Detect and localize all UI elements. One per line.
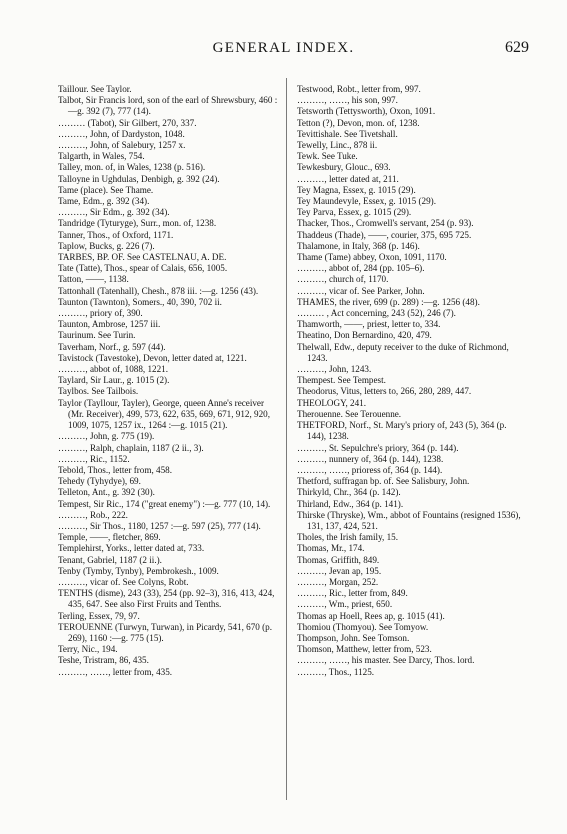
index-entry: Thame (Tame) abbey, Oxon, 1091, 1170. [297,252,447,263]
index-entry: Testwood, Robt., letter from, 997. [297,84,421,94]
index-entry: Tanner, Thos., of Oxford, 1171. [58,229,174,240]
index-entry: TEROUENNE (Turwyn, Turwan), in Picardy, 541, 670 (p. 269), 1160 :—g. 775 (15). [58,621,273,643]
index-entry: Tandridge (Tyturyge), Surr., mon. of, 1238. [58,218,217,229]
index-entry: Tame (place). See Thame. [58,184,154,195]
index-entry: Thirland, Edw., 364 (p. 141). [297,498,404,509]
index-entry: Thetford, suffragan bp. of. See Salisbury, John. [297,476,470,487]
index-entry: ………, St. Sepulchre's priory, 364 (p. 144). [297,442,459,453]
index-entry: ………, vicar of. See Colyns, Robt. [58,576,189,587]
index-entry: Telleton, Ant., g. 392 (30). [58,487,155,498]
index-entry: Thacker, Thos., Cromwell's servant, 254 (p. 93). [297,218,474,229]
index-entry: Talbot, Sir Francis lord, son of the earl of Shrewsbury, 460 :—g. 392 (7), 777 (14). [58,95,278,117]
index-entry: Thomas, Griffith, 849. [297,554,380,565]
index-entry: Templehirst, Yorks., letter dated at, 733. [58,543,205,554]
left-index-column [58,84,282,678]
index-entry: ………, vicar of. See Parker, John. [297,285,425,296]
index-entry: Tenant, Gabriel, 1187 (2 ii.). [58,554,162,565]
index-entry: Thirkyld, Chr., 364 (p. 142). [297,487,401,498]
index-entry: Tey Maundevyle, Essex, g. 1015 (29). [297,196,436,207]
index-entry: Teshe, Tristram, 86, 435. [58,655,149,666]
index-entry: Tehedy (Tyhydye), 69. [58,476,141,487]
index-entry: Thamworth, ——, priest, letter to, 334. [297,319,441,330]
index-entry: Tey Magna, Essex, g. 1015 (29). [297,184,416,195]
index-entry: ………, Morgan, 252. [297,576,379,587]
index-entry: Tewkesbury, Glouc., 693. [297,162,391,173]
index-entry: ………, abbot of, 284 (pp. 105–6). [297,263,425,274]
index-entry: Thomas, Mr., 174. [297,543,365,554]
index-entry: Taplow, Bucks, g. 226 (7). [58,240,155,251]
index-entry: Thomas ap Hoell, Rees ap, g. 1015 (41). [297,610,445,621]
index-entry: TENTHS (disme), 243 (33), 254 (pp. 92–3), 316, 413, 424, 435, 647. See also First Fruits and Tenths. [58,588,275,610]
index-entry: Tenby (Tymby, Tynby), Pembrokesh., 1009. [58,565,219,576]
index-entry: ………, Wm., priest, 650. [297,599,393,610]
index-entry: Terry, Nic., 194. [58,644,118,655]
index-entry: ………, John, of Salebury, 1257 x. [58,140,186,151]
index-entry: ………, Rob., 222. [58,509,128,520]
column-divider [286,78,287,800]
index-entry: Taunton, Ambrose, 1257 iii. [58,319,161,330]
index-entry: Talgarth, in Wales, 754. [58,151,145,162]
index-entry: Tewk. See Tuke. [297,151,358,162]
index-entry: Tetsworth (Tettysworth), Oxon, 1091. [297,106,436,117]
index-entry: ………, John, g. 775 (19). [58,431,155,442]
index-entry: Tavistock (Tavestoke), Devon, letter dated at, 1221. [58,352,247,363]
index-entry: ………, Sir Edm., g. 392 (34). [58,207,170,218]
index-entry: Thaddeus (Thade), ——, courier, 375, 695 725. [297,229,472,240]
index-entry: Tewelly, Linc., 878 ii. [297,140,378,151]
index-entry: ………, Jevan ap, 195. [297,565,382,576]
page-header [0,40,567,60]
index-entry: ………, Ric., letter from, 849. [297,588,408,599]
index-entry: Taylor (Tayllour, Tayler), George, queen Anne's receiver (Mr. Receiver), 499, 573, 622, 635, 669, 671, 912, 920, 1009, 1075, 1257 ix., 1264 :—g. 1015 (21). [58,397,270,431]
index-entry: Taverham, Norf., g. 597 (44). [58,341,166,352]
index-entry: Taylbos. See Tailbois. [58,386,139,397]
index-entry: Tempest, Sir Ric., 174 ("great enemy") :—g. 777 (10, 14). [58,498,271,509]
index-entry: Talley, mon. of, in Wales, 1238 (p. 516). [58,162,206,173]
index-entry: THETFORD, Norf., St. Mary's priory of, 243 (5), 364 (p. 144), 1238. [297,420,507,442]
index-entry: ………, Sir Thos., 1180, 1257 :—g. 597 (25), 777 (14). [58,520,261,531]
index-entry: ………, John, of Dardyston, 1048. [58,128,185,139]
index-entry: Taylard, Sir Laur., g. 1015 (2). [58,375,170,386]
index-entry: ……… , Act concerning, 243 (52), 246 (7). [297,308,456,319]
index-entry: Taunton (Tawnton), Somers., 40, 390, 702 ii. [58,296,222,307]
index-entry: Thirske (Thryske), Wm., abbot of Fountains (resigned 1536), 131, 137, 424, 521. [297,509,521,531]
index-entry: Tate (Tatte), Thos., spear of Calais, 656, 1005. [58,263,228,274]
index-entry: ………, priory of, 390. [58,308,143,319]
index-entry: THEOLOGY, 241. [297,397,367,408]
index-entry: ………, John, 1243. [297,364,372,375]
index-entry: ……… (Tabot), Sir Gilbert, 270, 337. [58,117,197,128]
index-entry: Theatino, Don Bernardino, 420, 479. [297,330,432,341]
index-entry: Tame, Edm., g. 392 (34). [58,196,150,207]
index-entry: TARBES, BP. OF. See CASTELNAU, A. DE. [58,252,227,263]
index-entry: Tatton, ——, 1138. [58,274,129,285]
index-entry: Therouenne. See Terouenne. [297,408,402,419]
index-entry: ………, Ralph, chaplain, 1187 (2 ii., 3). [58,442,204,453]
index-entry: ………, Ric., 1152. [58,453,130,464]
index-entry: Thalamone, in Italy, 368 (p. 146). [297,240,420,251]
index-entry: ………, church of, 1170. [297,274,389,285]
index-entry: Thempest. See Tempest. [297,375,386,386]
index-entry: Terling, Essex, 79, 97. [58,610,140,621]
index-entry: Tattonhall (Tatenhall), Chesh., 878 iii. :—g. 1256 (43). [58,285,259,296]
index-entry: Tey Parva, Essex, g. 1015 (29). [297,207,412,218]
index-entry: Tevittishale. See Tivetshall. [297,128,398,139]
index-entry: Tetton (?), Devon, mon. of, 1238. [297,117,420,128]
index-entry: THAMES, the river, 699 (p. 289) :—g. 1256 (48). [297,296,480,307]
index-entry: Taillour. See Taylor. [58,84,132,94]
index-entry: Talloyne in Ughdulas, Denbigh, g. 392 (24). [58,173,220,184]
index-entry: ………, abbot of, 1088, 1221. [58,364,168,375]
index-entry: ………, ……, prioress of, 364 (p. 144). [297,464,443,475]
index-entry: Thelwall, Edw., deputy receiver to the duke of Richmond, 1243. [297,341,509,363]
index-entry: Thomiou (Thomyou). See Tomyow. [297,621,429,632]
index-entry: Tholes, the Irish family, 15. [297,532,399,543]
right-index-column [297,84,521,678]
index-entry: Thomson, Matthew, letter from, 523. [297,644,432,655]
page-title: GENERAL INDEX. [212,40,355,56]
index-entry: Theodorus, Vitus, letters to, 266, 280, 289, 447. [297,386,472,397]
index-entry: Tebold, Thos., letter from, 458. [58,464,172,475]
page-number: 629 [505,39,529,56]
index-entry: ………, ……, his master. See Darcy, Thos. lord. [297,655,475,666]
index-entry: ………, nunnery of, 364 (p. 144), 1238. [297,453,444,464]
index-entry: ………, ……, his son, 997. [297,95,398,106]
index-entry: Temple, ——, fletcher, 869. [58,532,161,543]
index-entry: ………, ……, letter from, 435. [58,666,173,677]
index-entry: Thompson, John. See Tomson. [297,632,410,643]
index-entry: Taurinum. See Turin. [58,330,136,341]
index-entry: ………, Thos., 1125. [297,666,375,677]
index-entry: ………, letter dated at, 211. [297,173,399,184]
